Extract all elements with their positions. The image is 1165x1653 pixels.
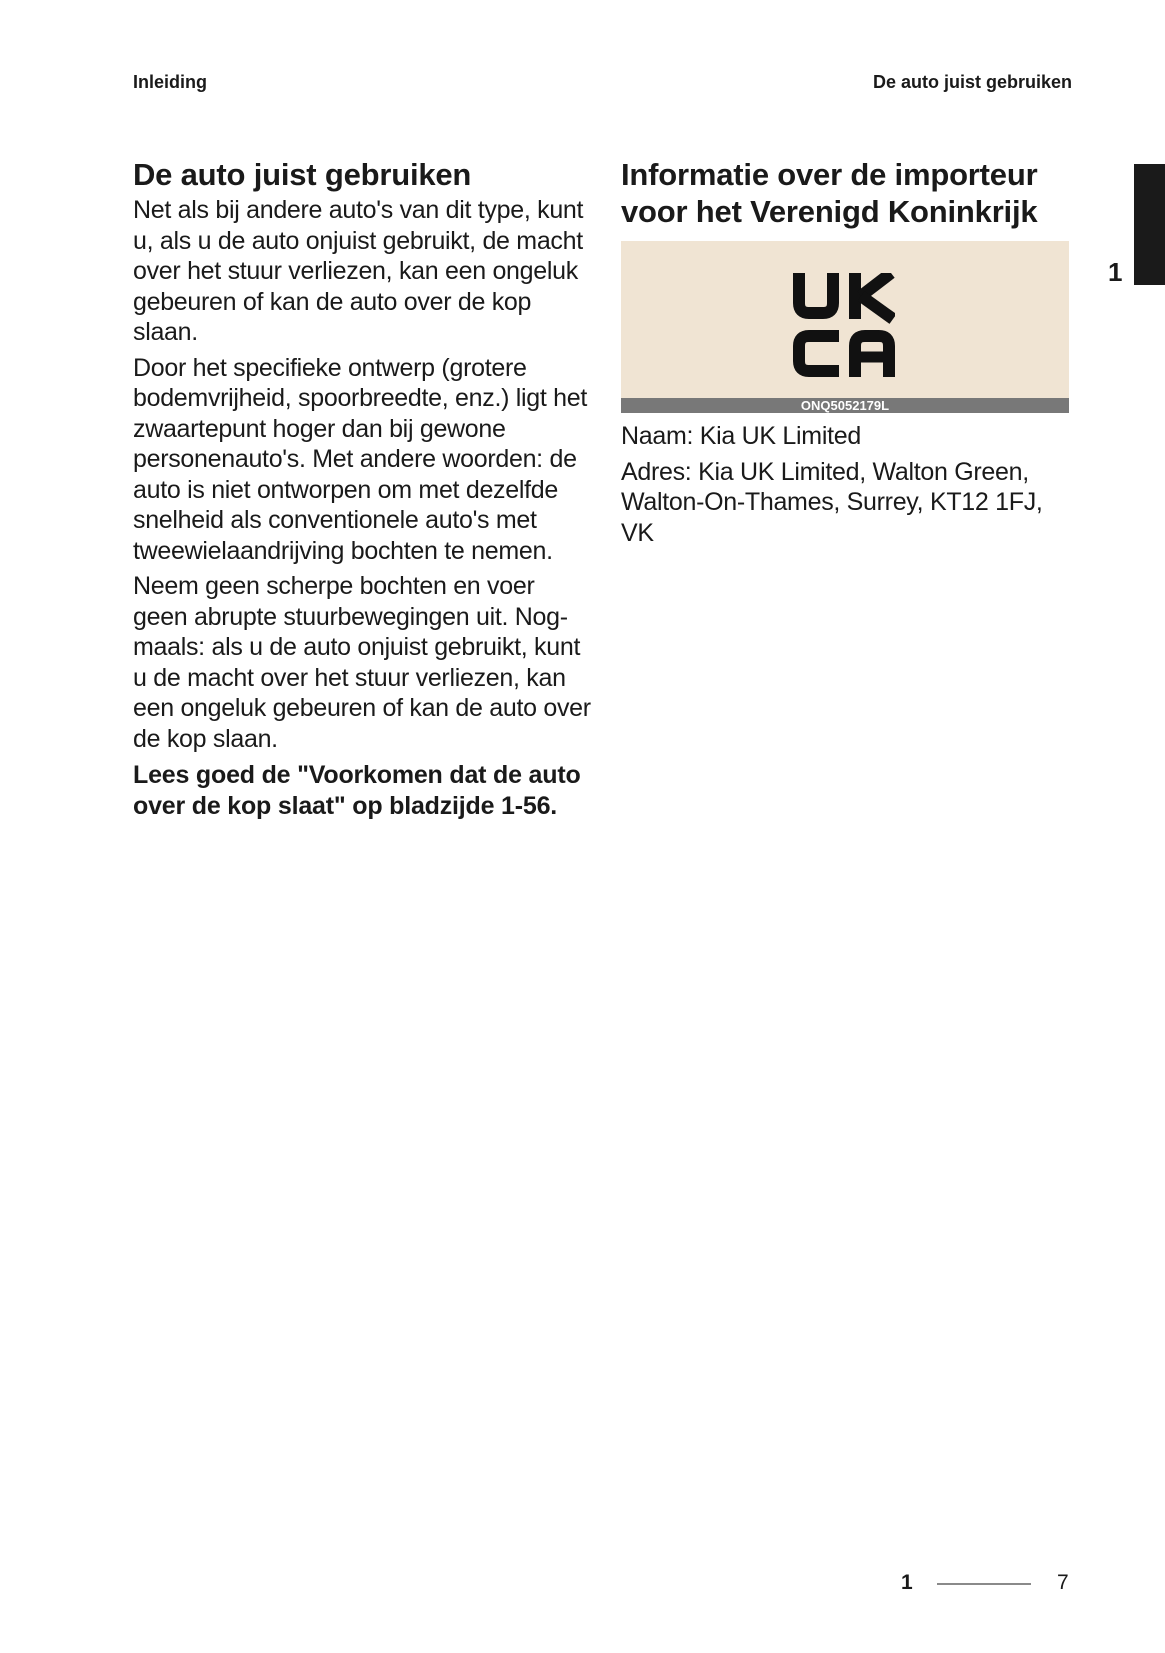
footer-page-number: 7 (1057, 1571, 1069, 1594)
running-header-topic: De auto juist gebruiken (872, 72, 1072, 92)
rollover-reference-note: Lees goed de "Voorkomen dat de auto over de kop slaat" op bladzijde 1-56. (133, 761, 581, 820)
right-column (621, 156, 1081, 553)
running-header-section: Inleiding (133, 72, 207, 92)
chapter-tab-number: 1 (1108, 257, 1123, 287)
ukca-figure (621, 241, 1069, 413)
section-title-correct-use: De auto juist gebruiken (133, 157, 472, 192)
footer-divider (937, 1583, 1031, 1585)
paragraph-center-of-gravity: Door het specifieke ontwerp (grotere bodemvrijheid, spoorbreedte, enz.) ligt het zwaartepunt hoger dan bij gewone personenauto's. Met andere woorden: de auto is niet ontworpen om met dezelfde snelheid als conventionele auto's met tweewielaandrijving bochten te nemen. (133, 353, 588, 565)
footer-chapter-number: 1 (901, 1571, 913, 1594)
figure-code-caption: ONQ5052179L (621, 398, 1069, 413)
paragraph-sharp-turns: Neem geen scherpe bochten en voer geen abrupte stuurbewegingen uit. Nogmaals: als u de auto onjuist gebruikt, kunt u de macht over het stuur verliezen, kan een ongeluk gebeuren of kan de auto over de kop slaan. (133, 572, 591, 753)
chapter-tab-marker (1134, 164, 1165, 285)
section-title-uk-importer: Informatie over de importeur voor het Verenigd Koninkrijk (621, 157, 1038, 229)
paragraph-intro: Net als bij andere auto's van dit type, kunt u, als u de auto onjuist gebruikt, de macht over het stuur verliezen, kan een ongeluk gebeuren of kan de auto over de kop slaan. (133, 196, 584, 346)
left-column (133, 156, 593, 826)
importer-name: Naam: Kia UK Limited (621, 422, 861, 450)
ukca-mark-icon (793, 273, 895, 377)
importer-address: Adres: Kia UK Limited, Walton Green, Walton-On-Thames, Surrey, KT12 1FJ, VK (621, 457, 1043, 547)
